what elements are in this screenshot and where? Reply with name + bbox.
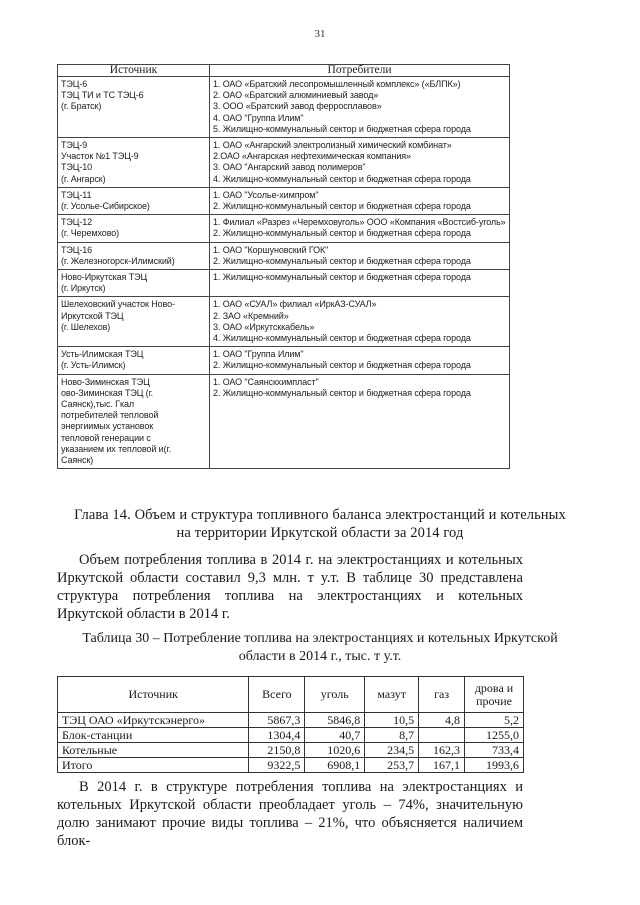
consumers-cell bbox=[210, 270, 510, 297]
source-line: (г. Черемхово) bbox=[61, 228, 120, 239]
table-row bbox=[58, 758, 524, 773]
fuel-value-cell: 1993,6 bbox=[465, 758, 524, 773]
source-line: (г. Усолье-Сибирское) bbox=[61, 201, 150, 212]
source-cell bbox=[58, 297, 210, 347]
source-line: Ново-Зиминская ТЭЦ bbox=[61, 376, 150, 387]
consumer-line: 3. ОАО «Иркутсккабель» bbox=[213, 321, 315, 332]
source-line: Саянск) bbox=[61, 455, 94, 466]
fuel-value-cell: 2150,8 bbox=[249, 743, 305, 758]
consumer-line: 5. Жилищно-коммунальный сектор и бюджетная сфера города bbox=[213, 123, 471, 134]
consumer-line: 2. Жилищно-коммунальный сектор и бюджетная сфера города bbox=[213, 255, 471, 266]
table-row bbox=[58, 728, 524, 743]
table-row bbox=[58, 77, 510, 138]
consumers-table-header bbox=[58, 65, 510, 77]
fuel-value-cell: 8,7 bbox=[365, 728, 419, 743]
table-row bbox=[58, 347, 510, 374]
source-cell bbox=[58, 77, 210, 138]
source-line: ТЭЦ-11 bbox=[61, 189, 92, 200]
source-cell bbox=[58, 270, 210, 297]
table-row bbox=[58, 743, 524, 758]
fuel-header-cell: мазут bbox=[365, 677, 419, 713]
fuel-header-cell: уголь bbox=[305, 677, 365, 713]
source-line: Шелеховский участок Ново- bbox=[61, 299, 175, 310]
fuel-value-cell: 167,1 bbox=[419, 758, 465, 773]
consumer-line: 1. ОАО «Ангарский электролизный химический комбинат» bbox=[213, 140, 452, 151]
table-row bbox=[58, 242, 510, 269]
fuel-row-label: ТЭЦ ОАО «Иркутскэнерго» bbox=[58, 713, 249, 728]
consumer-line: 2. Жилищно-коммунальный сектор и бюджетная сфера города bbox=[213, 228, 471, 239]
source-line: ТЭЦ-9 bbox=[61, 140, 88, 151]
source-line: ТЭЦ-10 bbox=[61, 162, 93, 173]
source-line: ТЭЦ-16 bbox=[61, 244, 93, 255]
consumers-table-body bbox=[58, 77, 510, 469]
table-caption: Таблица 30 – Потребление топлива на электростанциях и котельных Иркутской области в 2014 г., тыс. т у.т. bbox=[82, 631, 558, 664]
source-line: Ново-Иркутская ТЭЦ bbox=[61, 272, 148, 283]
chapter-title: Глава 14. Объем и структура топливного баланса электростанций и котельных на территории Иркутской области за 2014 год bbox=[74, 507, 566, 541]
fuel-header-cell: Источник bbox=[58, 677, 249, 713]
consumers-cell bbox=[210, 297, 510, 347]
consumers-cell bbox=[210, 215, 510, 242]
paragraph-1: Объем потребления топлива в 2014 г. на электростанциях и котельных Иркутской области составил 9,3 млн. т у.т. В таблице 30 представлена структура потребления топлива на электростанциях и котельных Иркутской области в 2014 г. bbox=[57, 552, 523, 622]
fuel-header-cell: Всего bbox=[249, 677, 305, 713]
consumer-line: 2. Жилищно-коммунальный сектор и бюджетная сфера города bbox=[213, 201, 471, 212]
fuel-value-cell: 162,3 bbox=[419, 743, 465, 758]
consumer-line: 3. ООО «Братский завод ферросплавов» bbox=[213, 101, 382, 112]
fuel-row-label: Блок-станции bbox=[58, 728, 249, 743]
source-line: ТЭЦ-6 bbox=[61, 79, 88, 89]
fuel-row-label: Котельные bbox=[58, 743, 249, 758]
table-row bbox=[58, 138, 510, 188]
source-line: (г. Иркутск) bbox=[61, 283, 106, 294]
consumers-cell bbox=[210, 187, 510, 214]
fuel-value-cell: 4,8 bbox=[419, 713, 465, 728]
header-consumers: Потребители bbox=[210, 65, 510, 77]
source-line: ово-Зиминская ТЭЦ (г. bbox=[61, 387, 154, 398]
source-line: потребителей тепловой bbox=[61, 410, 159, 421]
consumer-line: 2.ОАО «Ангарская нефтехимическая компания» bbox=[213, 151, 411, 162]
source-cell bbox=[58, 215, 210, 242]
fuel-value-cell: 733,4 bbox=[465, 743, 524, 758]
source-line: указанием их тепловой и(г. bbox=[61, 443, 171, 454]
source-line: Саянск),тыс. Гкал bbox=[61, 399, 135, 410]
source-line: ТЭЦ ТИ и ТС ТЭЦ-6 bbox=[61, 90, 144, 101]
consumers-table bbox=[57, 64, 510, 469]
source-line: (г. Шелехов) bbox=[61, 321, 111, 332]
fuel-value-cell: 234,5 bbox=[365, 743, 419, 758]
consumer-line: 4. Жилищно-коммунальный сектор и бюджетная сфера города bbox=[213, 173, 471, 184]
fuel-value-cell: 9322,5 bbox=[249, 758, 305, 773]
source-line: (г. Братск) bbox=[61, 101, 102, 112]
fuel-value-cell: 1304,4 bbox=[249, 728, 305, 743]
source-cell bbox=[58, 374, 210, 469]
consumers-cell bbox=[210, 347, 510, 374]
source-cell bbox=[58, 242, 210, 269]
fuel-header-cell: дрова и прочие bbox=[465, 677, 524, 713]
source-line: (г. Ангарск) bbox=[61, 173, 106, 184]
fuel-row-label: Итого bbox=[58, 758, 249, 773]
consumers-cell bbox=[210, 138, 510, 188]
consumer-line: 1. ОАО «Братский лесопромышленный комплекс» («БЛПК») bbox=[213, 79, 461, 89]
source-line: Усть-Илимская ТЭЦ bbox=[61, 349, 144, 360]
consumer-line: 2. ОАО «Братский алюминиевый завод» bbox=[213, 90, 379, 101]
consumer-line: 4. Жилищно-коммунальный сектор и бюджетная сфера города bbox=[213, 333, 471, 344]
consumer-line: 2. ЗАО «Кремний» bbox=[213, 310, 289, 321]
fuel-value-cell: 1255,0 bbox=[465, 728, 524, 743]
source-cell bbox=[58, 187, 210, 214]
source-cell bbox=[58, 347, 210, 374]
table-row bbox=[58, 374, 510, 469]
fuel-value-cell: 1020,6 bbox=[305, 743, 365, 758]
consumer-line: 2. Жилищно-коммунальный сектор и бюджетная сфера города bbox=[213, 360, 471, 371]
table-row bbox=[58, 713, 524, 728]
consumer-line: 1. Жилищно-коммунальный сектор и бюджетная сфера города bbox=[213, 272, 471, 283]
consumer-line: 4. ОАО "Группа Илим" bbox=[213, 112, 304, 123]
fuel-value-cell: 253,7 bbox=[365, 758, 419, 773]
fuel-table-header bbox=[58, 677, 524, 713]
source-line: ТЭЦ-12 bbox=[61, 217, 93, 228]
table-row bbox=[58, 215, 510, 242]
source-cell bbox=[58, 138, 210, 188]
fuel-table-body bbox=[58, 713, 524, 773]
consumers-cell bbox=[210, 77, 510, 138]
consumer-line: 1. ОАО "Группа Илим" bbox=[213, 349, 304, 360]
source-line: тепловой генерации с bbox=[61, 432, 151, 443]
paragraph-2: В 2014 г. в структуре потребления топлива на электростанциях и котельных Иркутской области преобладает уголь – 74%, значительную долю занимают прочие виды топлива – 21%, что объясняется наличием блок- bbox=[57, 779, 523, 849]
consumers-cell bbox=[210, 242, 510, 269]
table-row bbox=[58, 187, 510, 214]
consumer-line: 1. ОАО "Усолье-химпром" bbox=[213, 189, 319, 200]
fuel-value-cell: 40,7 bbox=[305, 728, 365, 743]
consumers-cell bbox=[210, 374, 510, 469]
header-source: Источник bbox=[58, 65, 210, 77]
fuel-value-cell: 10,5 bbox=[365, 713, 419, 728]
source-line: Иркутской ТЭЦ bbox=[61, 310, 124, 321]
consumer-line: 1. ОАО "Саянскхимпласт" bbox=[213, 376, 319, 387]
fuel-value-cell: 5867,3 bbox=[249, 713, 305, 728]
source-line: Участок №1 ТЭЦ-9 bbox=[61, 151, 139, 162]
consumer-line: 1. ОАО "Коршуновский ГОК" bbox=[213, 244, 329, 255]
fuel-value-cell: 5,2 bbox=[465, 713, 524, 728]
table-row bbox=[58, 270, 510, 297]
table-row bbox=[58, 297, 510, 347]
fuel-value-cell bbox=[419, 728, 465, 743]
fuel-table bbox=[57, 676, 524, 773]
fuel-value-cell: 5846,8 bbox=[305, 713, 365, 728]
fuel-header-cell: газ bbox=[419, 677, 465, 713]
consumer-line: 1. Филиал «Разрез «Черемховуголь» ООО «Компания «Востсиб-уголь» bbox=[213, 217, 506, 228]
fuel-value-cell: 6908,1 bbox=[305, 758, 365, 773]
consumer-line: 3. ОАО "Ангарский завод полимеров" bbox=[213, 162, 366, 173]
page-number: 31 bbox=[314, 28, 326, 40]
source-line: энергиимых установок bbox=[61, 421, 154, 432]
source-line: (г. Железногорск-Илимский) bbox=[61, 255, 175, 266]
consumer-line: 1. ОАО «СУАЛ» филиал «ИркАЗ-СУАЛ» bbox=[213, 299, 377, 310]
consumer-line: 2. Жилищно-коммунальный сектор и бюджетная сфера города bbox=[213, 387, 471, 398]
source-line: (г. Усть-Илимск) bbox=[61, 360, 126, 371]
